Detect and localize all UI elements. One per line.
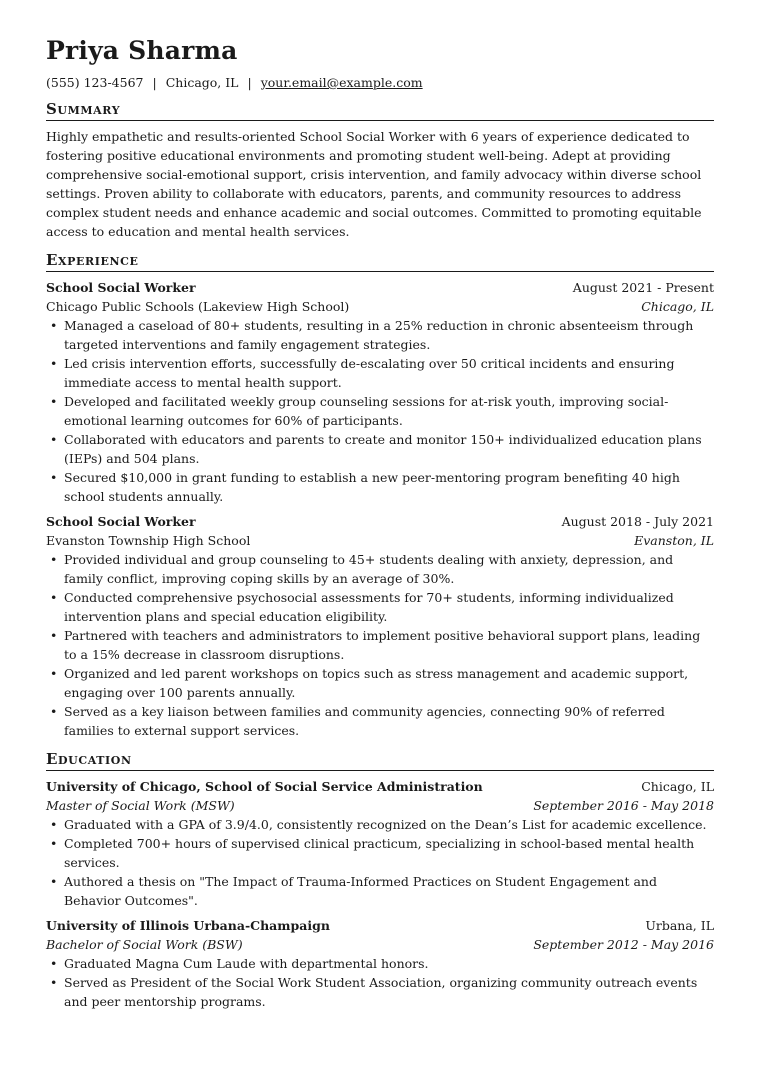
school-name: University of Chicago, School of Social Service Administration	[46, 779, 483, 794]
education-bullets	[46, 954, 714, 1011]
degree: Bachelor of Social Work (BSW)	[46, 937, 243, 952]
bullet-item: • Graduated Magna Cum Laude with departmental honors.	[46, 954, 714, 973]
job-dates: August 2018 - July 2021	[561, 514, 714, 529]
school-location: Chicago, IL	[641, 779, 714, 794]
school-header-row	[46, 916, 714, 935]
bullet-item: • Authored a thesis on "The Impact of Trauma-Informed Practices on Student Engagement and Behavior Outcomes".	[46, 872, 714, 910]
job-entry	[46, 512, 714, 740]
job-org-row	[46, 531, 714, 550]
job-header-row	[46, 512, 714, 531]
bullet-item: • Provided individual and group counseling to 45+ students dealing with anxiety, depression, and family conflict, improving coping skills by an average of 30%.	[46, 550, 714, 588]
job-bullets	[46, 316, 714, 506]
bullet-item: • Secured $10,000 in grant funding to establish a new peer-mentoring program benefiting 40 high school students annually.	[46, 468, 714, 506]
degree-row	[46, 796, 714, 815]
degree-row	[46, 935, 714, 954]
location: Chicago, IL	[165, 75, 239, 90]
bullet-item: • Developed and facilitated weekly group counseling sessions for at-risk youth, improving social-emotional learning outcomes for 60% of participants.	[46, 392, 714, 430]
summary-section	[46, 100, 714, 241]
section-title-experience: Experience	[46, 251, 714, 272]
section-title-education: Education	[46, 750, 714, 771]
summary-text: Highly empathetic and results-oriented School Social Worker with 6 years of experience dedicated to fostering positive educational environments and promoting student well-being. Adept at providing comprehensive social-emotional support, crisis intervention, and family advocacy within diverse school settings. Proven ability to collaborate with educators, parents, and community resources to address complex student needs and enhance academic and social outcomes. Committed to promoting equitable access to education and mental health services.	[46, 129, 702, 239]
resume-page	[46, 36, 714, 1011]
education-entry	[46, 916, 714, 1011]
job-role: School Social Worker	[46, 280, 196, 295]
school-header-row	[46, 777, 714, 796]
degree: Master of Social Work (MSW)	[46, 798, 235, 813]
job-entry	[46, 278, 714, 506]
phone-number: (555) 123-4567	[46, 75, 144, 90]
candidate-name: Priya Sharma	[46, 36, 238, 65]
education-dates: September 2016 - May 2018	[533, 798, 714, 813]
bullet-item: • Managed a caseload of 80+ students, resulting in a 25% reduction in chronic absenteeism through targeted interventions and family engagement strategies.	[46, 316, 714, 354]
education-entry	[46, 777, 714, 910]
education-section	[46, 750, 714, 1011]
school-location: Urbana, IL	[645, 918, 714, 933]
contact-line	[46, 75, 714, 91]
contact-separator: |	[247, 75, 252, 90]
job-location: Evanston, IL	[634, 533, 714, 548]
bullet-item: • Partnered with teachers and administrators to implement positive behavioral support plans, leading to a 15% decrease in classroom disruptions.	[46, 626, 714, 664]
bullet-item: • Led crisis intervention efforts, successfully de-escalating over 50 critical incidents and ensuring immediate access to mental health support.	[46, 354, 714, 392]
bullet-item: • Graduated with a GPA of 3.9/4.0, consistently recognized on the Dean’s List for academic excellence.	[46, 815, 714, 834]
experience-section	[46, 251, 714, 740]
job-bullets	[46, 550, 714, 740]
section-title-summary: Summary	[46, 100, 714, 121]
email-link[interactable]: your.email@example.com	[260, 75, 423, 90]
education-dates: September 2012 - May 2016	[533, 937, 714, 952]
bullet-item: • Completed 700+ hours of supervised clinical practicum, specializing in school-based mental health services.	[46, 834, 714, 872]
school-name: University of Illinois Urbana-Champaign	[46, 918, 330, 933]
job-organization: Chicago Public Schools (Lakeview High School)	[46, 299, 350, 314]
bullet-item: • Collaborated with educators and parents to create and monitor 150+ individualized education plans (IEPs) and 504 plans.	[46, 430, 714, 468]
job-organization: Evanston Township High School	[46, 533, 251, 548]
bullet-item: • Served as President of the Social Work Student Association, organizing community outreach events and peer mentorship programs.	[46, 973, 714, 1011]
contact-separator: |	[152, 75, 157, 90]
job-location: Chicago, IL	[641, 299, 714, 314]
bullet-item: • Served as a key liaison between families and community agencies, connecting 90% of referred families to external support services.	[46, 702, 714, 740]
job-dates: August 2021 - Present	[572, 280, 714, 295]
job-org-row	[46, 297, 714, 316]
bullet-item: • Conducted comprehensive psychosocial assessments for 70+ students, informing individualized intervention plans and special education eligibility.	[46, 588, 714, 626]
job-header-row	[46, 278, 714, 297]
bullet-item: • Organized and led parent workshops on topics such as stress management and academic support, engaging over 100 parents annually.	[46, 664, 714, 702]
education-bullets	[46, 815, 714, 910]
job-role: School Social Worker	[46, 514, 196, 529]
